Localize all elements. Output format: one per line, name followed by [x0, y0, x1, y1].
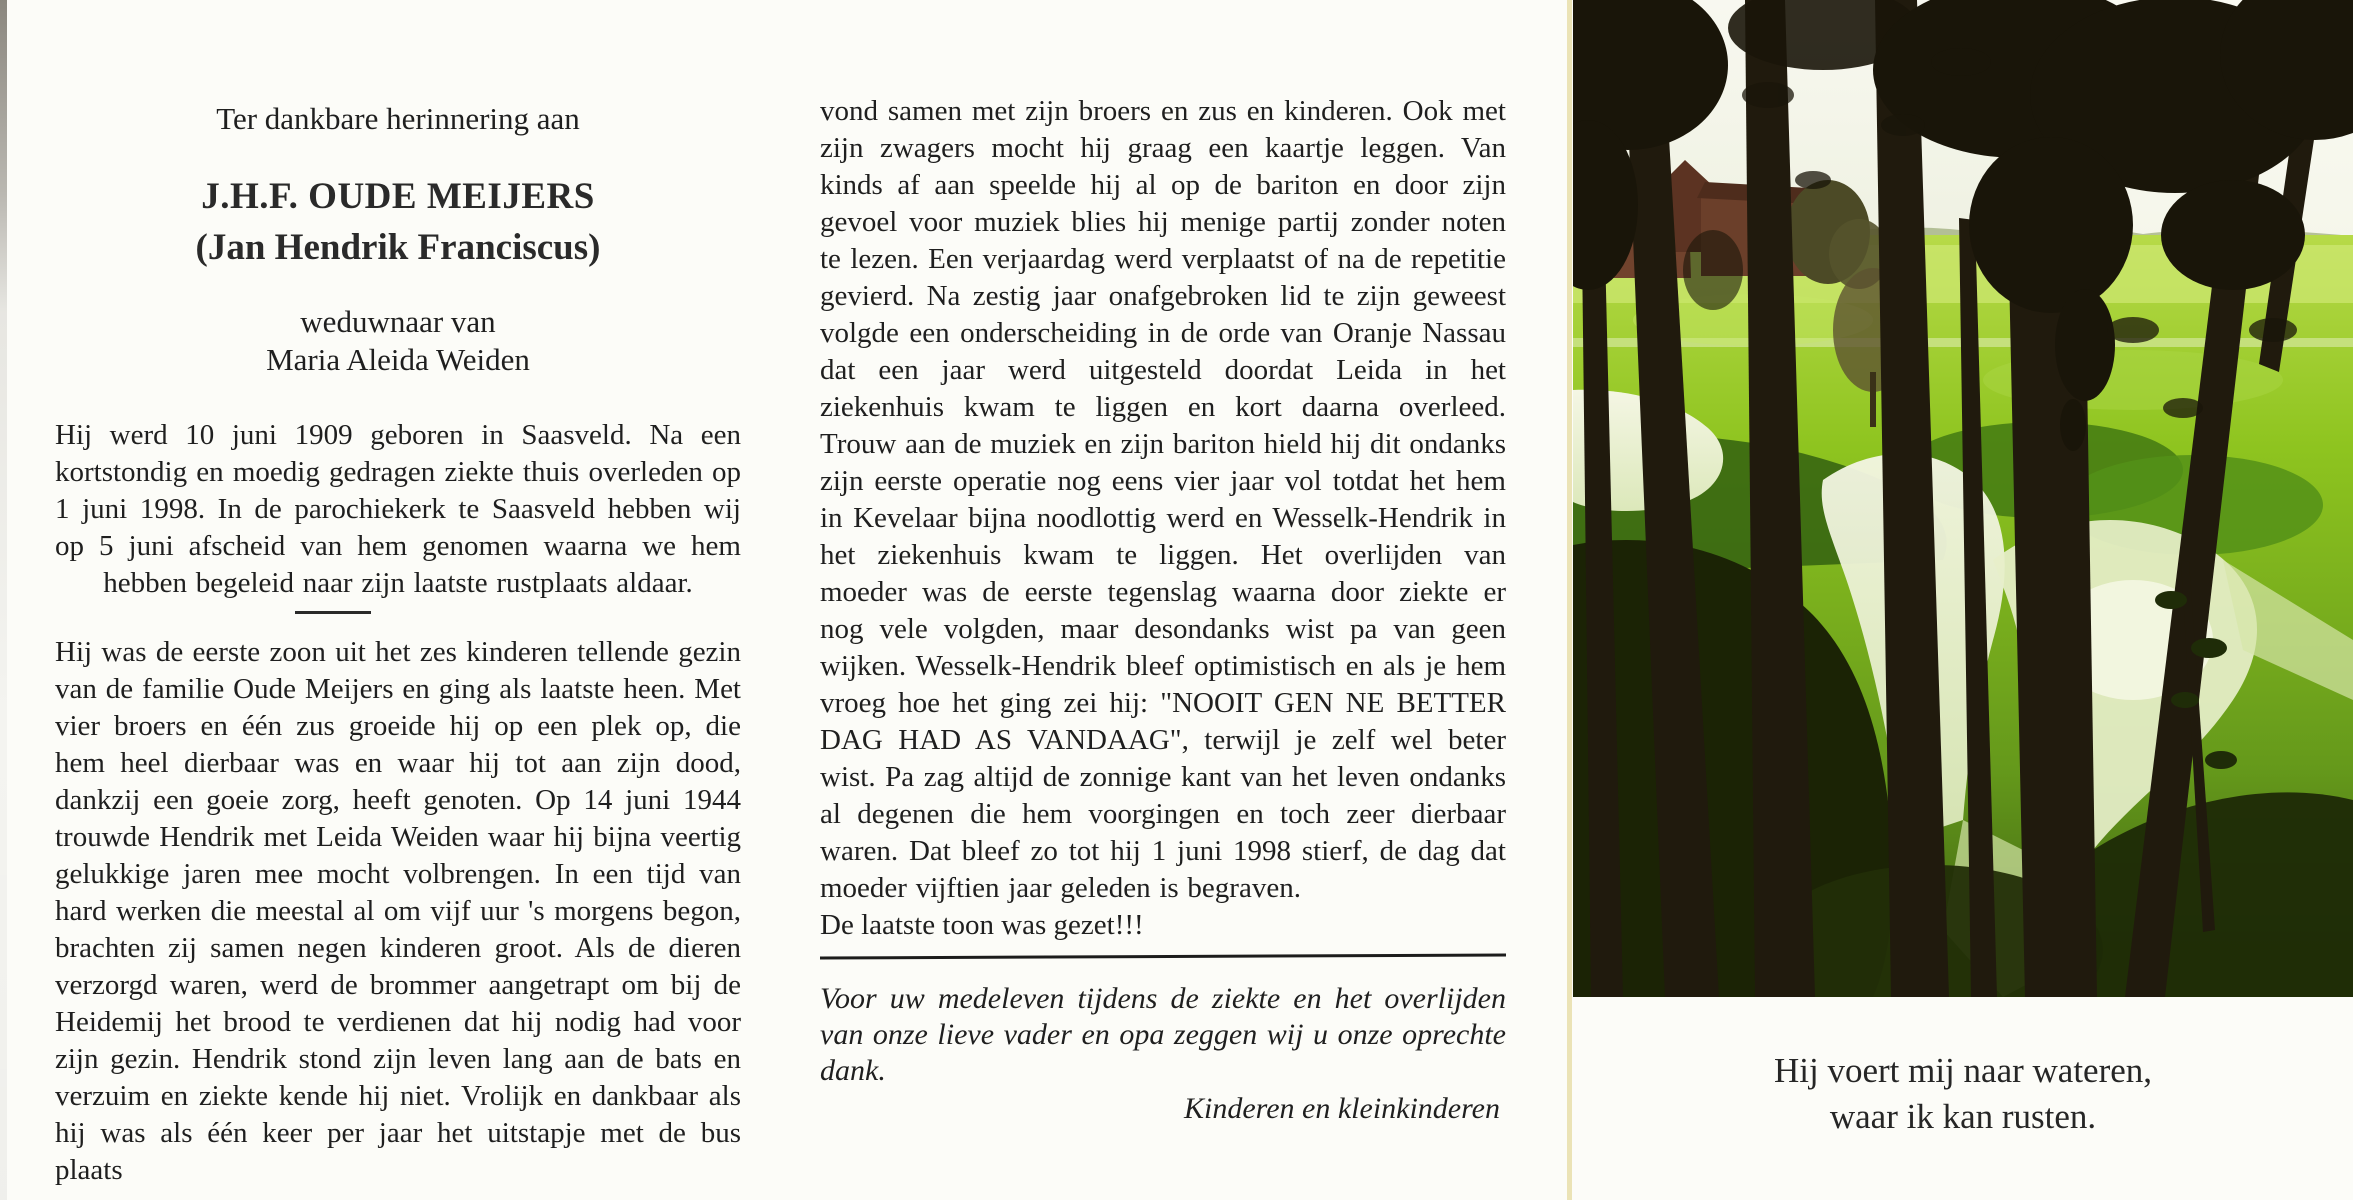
closing-line: De laatste toon was gezet!!!: [820, 909, 1144, 941]
dedication-line: Ter dankbare herinnering aan: [216, 101, 580, 136]
caption-line-1: Hij voert mij naar wateren,: [1773, 1051, 2153, 1090]
caption-line-2: waar ik kan rusten.: [1829, 1097, 2097, 1136]
deceased-name-full: (Jan Hendrik Franciscus): [195, 227, 601, 268]
signature-line: Kinderen en kleinkinderen: [1184, 1092, 1500, 1125]
photo-caption: [1573, 1048, 2353, 1140]
landscape-photo: [1573, 0, 2353, 997]
biography-paragraph-2: Hij was de eerste zoon uit het zes kinderen tellende gezin van de familie Oude Meijers en ging als laatste heen. Met vier broers en één zus groeide hij op een plek op, die hem heel dierbaar was en waar hij tot aan zijn dood, dankzij een goeie zorg, heeft genoten. Op 14 juni 1944 trouwde Hendrik met Leida Weiden waar hij bijna veertig gelukkige jaren mee mocht volbrengen. In een tijd van hard werken die meestal al om vijf uur 's morgens begon, brachten zij samen negen kinderen groot. Als de dieren verzorgd waren, werd de brommer aangetrapt om bij de Heidemij het brood te verdienen dat hij nodig had voor zijn gezin. Hendrik stond zijn leven lang aan de bats en verzuim en ziekte kende hij niet. Vrolijk en dankbaar als hij was als één keer per jaar het uitstapje met de bus plaats: [55, 636, 741, 1186]
spouse-name: Maria Aleida Weiden: [266, 342, 530, 377]
biography-paragraph-1: Hij werd 10 juni 1909 geboren in Saasveld. Na een kortstondig en moedig gedragen ziekte thuis overleden op 1 juni 1998. In de parochiekerk te Saasveld hebben wij op 5 juni afscheid van hem genomen waarna we hem hebben begeleid naar zijn laatste rustplaats aldaar.: [55, 419, 741, 599]
middle-column: [820, 0, 1506, 1127]
landscape-photo-art: [1573, 0, 2353, 997]
deceased-name: J.H.F. OUDE MEIJERS: [201, 176, 595, 217]
section-divider: [295, 611, 371, 614]
biography-paragraph-3: vond samen met zijn broers en zus en kinderen. Ook met zijn zwagers mocht hij graag een kaartje leggen. Van kinds af aan speelde hij al op de bariton en door zijn gevoel voor muziek blies hij menige partij zonder noten te lezen. Een verjaardag werd verplaatst of na de repetitie gevierd. Na zestig jaar onafgebroken lid te zijn geweest volgde een onderscheiding in de orde van Oranje Nassau dat een jaar werd uitgesteld doordat Leida in het ziekenhuis kwam te liggen en kort daarna overleed. Trouw aan de muziek en zijn bariton hield hij dit ondanks zijn eerste operatie nog eens vier jaar vol totdat het hem in Kevelaar bijna noodlottig werd en Wesselk-Hendrik in het ziekenhuis kwam te liggen. Het overlijden van moeder was de eerste tegenslag waarna door ziekte er nog vele volgden, maar desondanks wist pa van geen wijken. Wesselk-Hendrik bleef optimistisch en als je hem vroeg hoe het ging zei hij: "NOOIT GEN NE BETTER DAG HAD AS VANDAAG", terwijl je zelf wel beter wist. Pa zag altijd de zonnige kant van het leven ondanks al degenen die hem voorgingen en toch zeer dierbaar waren. Dat bleef zo tot hij 1 juni 1998 stierf, de dag dat moeder vijftien jaar geleden is begraven.: [820, 95, 1506, 904]
left-column: [55, 0, 741, 1189]
widower-label: weduwnaar van: [300, 304, 496, 339]
scan-edge-shadow: [0, 0, 7, 1200]
acknowledgement-text: Voor uw medeleven tijdens de ziekte en het overlijden van onze lieve vader en opa zeggen wij u onze oprechte dank.: [820, 982, 1506, 1087]
card-fold-line: [1567, 0, 1572, 1200]
horizontal-rule: [820, 954, 1506, 960]
